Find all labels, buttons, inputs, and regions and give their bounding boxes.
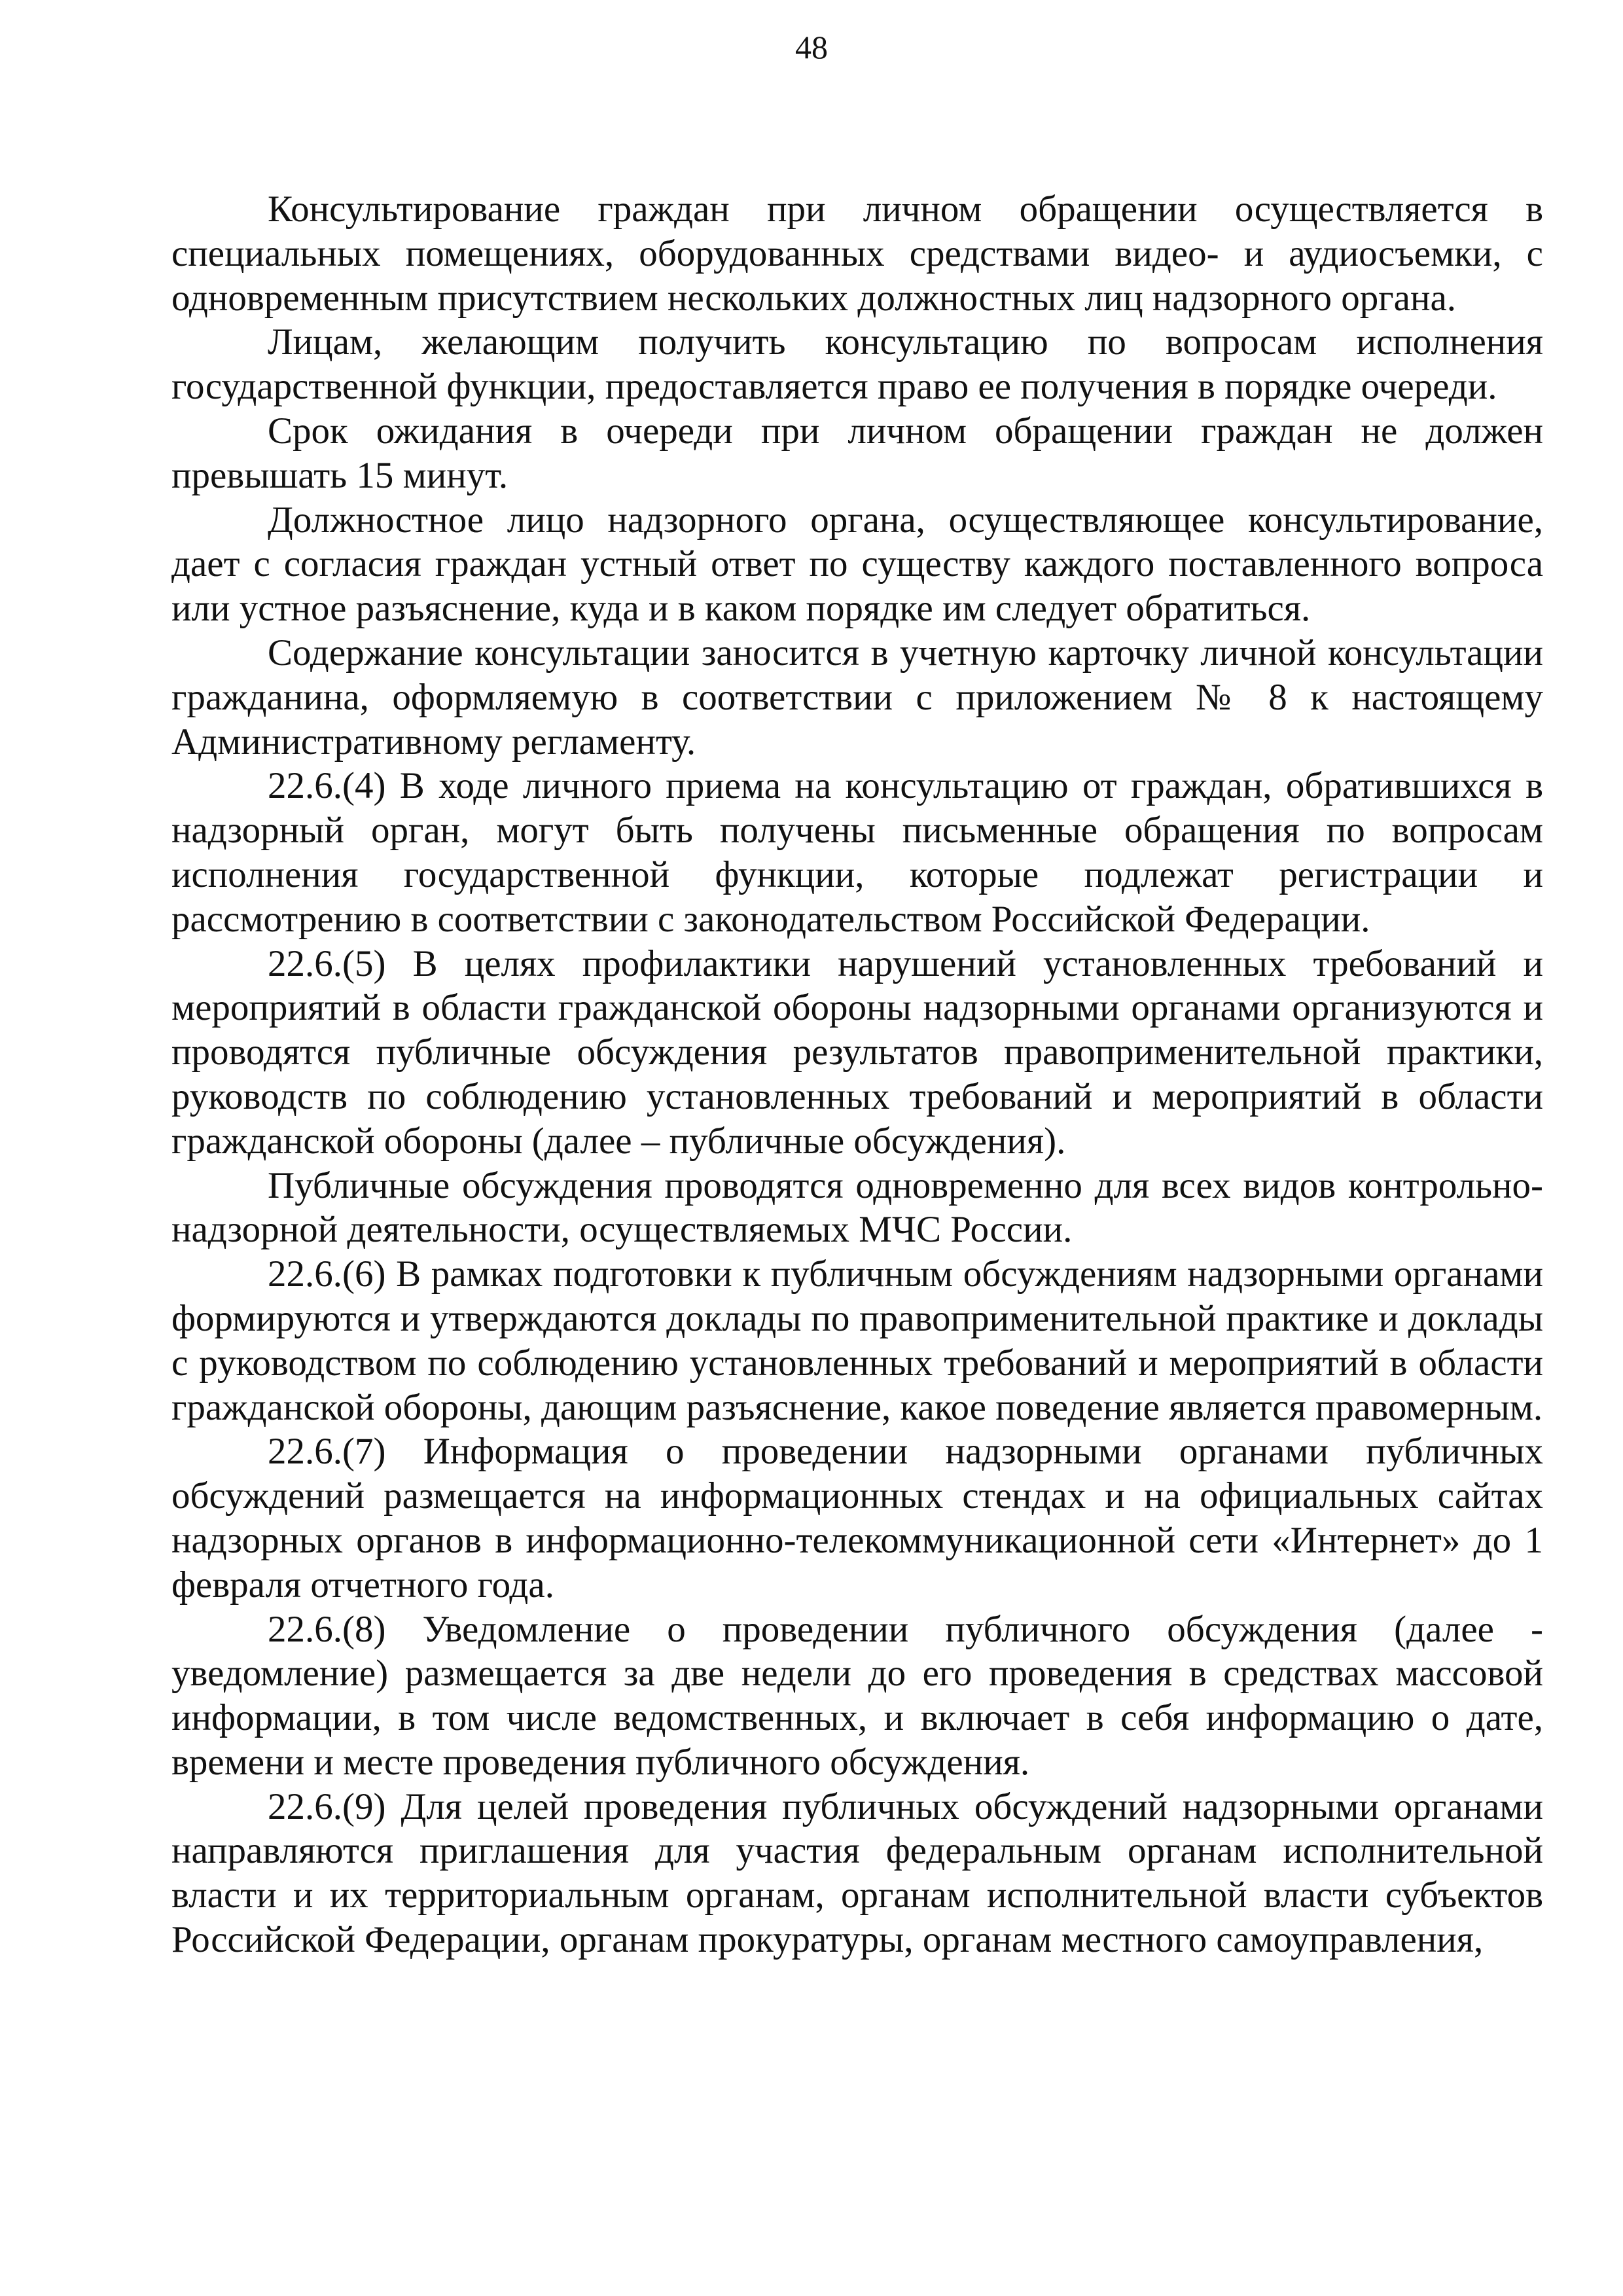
paragraph-public-discussions: Публичные обсуждения проводятся одновременно для всех видов контрольно-надзорной деятельности, осуществляемых МЧС России. [171,1164,1543,1251]
document-body [171,187,1543,1962]
paragraph-consultation-premises: Консультирование граждан при личном обращении осуществляется в специальных помещениях, оборудованных средствами видео- и аудиосъемки, с одновременным присутствием нескольких должностных лиц надзорного органа. [171,188,1543,319]
paragraph-22-6-8: 22.6.(8) Уведомление о проведении публичного обсуждения (далее - уведомление) размещается за две недели до его проведения в средствах массовой информации, в том числе ведомственных, и включает в себя информацию о дате, времени и месте проведения публичного обсуждения. [171,1608,1543,1783]
paragraph-consultation-card: Содержание консультации заносится в учетную карточку личной консультации гражданина, оформляемую в соответствии с приложением № 8 к настоящему Административному регламенту. [171,632,1543,762]
paragraph-22-6-4: 22.6.(4) В ходе личного приема на консультацию от граждан, обратившихся в надзорный орган, могут быть получены письменные обращения по вопросам исполнения государственной функции, которые подлежат регистрации и рассмотрению в соответствии с законодательством Российской Федерации. [171,765,1543,940]
paragraph-22-6-5: 22.6.(5) В целях профилактики нарушений установленных требований и мероприятий в области гражданской обороны надзорными органами организуются и проводятся публичные обсуждения результатов правоприменительной практики, руководств по соблюдению установленных требований и мероприятий в области гражданской обороны (далее – публичные обсуждения). [171,942,1543,1162]
paragraph-official-answer: Должностное лицо надзорного органа, осуществляющее консультирование, дает с согласия граждан устный ответ по существу каждого поставленного вопроса или устное разъяснение, куда и в каком порядке им следует обратиться. [171,499,1543,630]
paragraph-waiting-time: Срок ожидания в очереди при личном обращении граждан не должен превышать 15 минут. [171,410,1543,496]
paragraph-22-6-7: 22.6.(7) Информация о проведении надзорными органами публичных обсуждений размещается на информационных стендах и на официальных сайтах надзорных органов в информационно-телекоммуникационной сети «Интернет» до 1 февраля отчетного года. [171,1431,1543,1605]
paragraph-22-6-6: 22.6.(6) В рамках подготовки к публичным обсуждениям надзорными органами формируются и утверждаются доклады по правоприменительной практике и доклады с руководством по соблюдению установленных требований и мероприятий в области гражданской обороны, дающим разъяснение, какое поведение является правомерным. [171,1253,1543,1428]
page-number: 48 [795,29,828,65]
paragraph-queue-right: Лицам, желающим получить консультацию по вопросам исполнения государственной функции, предоставляется право ее получения в порядке очереди. [171,321,1543,408]
paragraph-22-6-9: 22.6.(9) Для целей проведения публичных обсуждений надзорными органами направляются приглашения для участия федеральным органам исполнительной власти и их территориальным органам, органам исполнительной власти субъектов Российской Федерации, органам прокуратуры, органам местного самоуправления, [171,1785,1543,1961]
